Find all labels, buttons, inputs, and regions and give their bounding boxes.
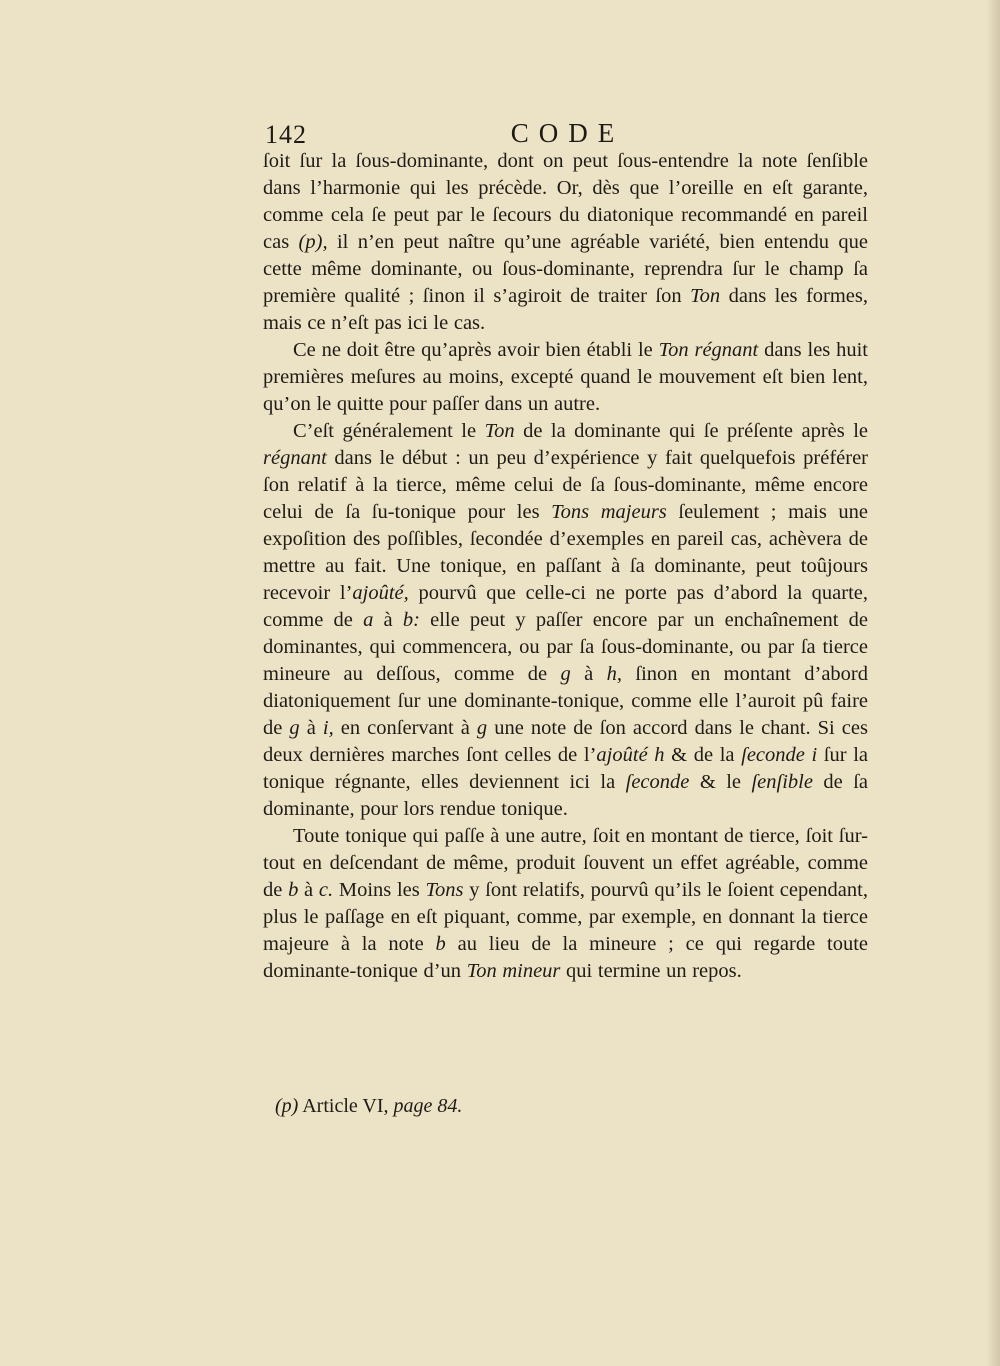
text-segment: & le [689, 771, 752, 793]
italic-text-segment: Tons [425, 879, 464, 901]
paragraph [263, 823, 868, 985]
text-segment: Toute tonique qui paſſe à une autre, ſoit en montant de tierce, ſoit ſur-tout en deſcendant de même, produit ſouvent un effet agréable, comme de [263, 825, 868, 901]
paragraph [263, 148, 868, 337]
body-text [263, 148, 868, 985]
text-segment: une note de ſon accord dans le chant. Si ces deux dernières marches ſont celles de l’ [263, 717, 868, 766]
italic-text-segment: b: [402, 609, 420, 631]
italic-text-segment: b [288, 879, 299, 901]
italic-text-segment: ſeconde [625, 771, 690, 793]
footnote-marker: (p) [275, 1095, 299, 1117]
text-segment: en conſervant à [333, 717, 477, 739]
running-head: CODE [510, 118, 625, 148]
text-segment: dans le début : un peu d’expérience y fait quelquefois préférer ſon relatif à la tierce, même celui de ſa ſous-dominante, même encore celui de ſa ſu-tonique pour les [263, 447, 868, 523]
text-segment: à [373, 609, 403, 631]
paragraph [263, 418, 868, 823]
italic-text-segment: g [560, 663, 571, 685]
text-segment: qui termine un repos. [560, 960, 742, 982]
italic-text-segment: ſenſible [751, 771, 813, 793]
text-segment: ſoit ſur la ſous-dominante, dont on peut ſous-entendre la note ſenſible dans l’harmonie qui les précède. Or, dès que l’oreille en eſt garante, comme cela ſe peut par le ſecours du diatonique recommandé en pareil cas [263, 150, 868, 253]
text-segment: dans les formes, mais ce n’eſt pas ici le cas. [263, 285, 869, 334]
paragraph [263, 337, 868, 418]
text-segment: il n’en peut naître qu’une agréable variété, bien entendu que cette même dominante, ou ſous-dominante, reprendra ſur le champ ſa première qualité ; ſinon il s’agiroit de traiter ſon [263, 231, 868, 307]
italic-text-segment: h, [606, 663, 623, 685]
text-segment: & de la [664, 744, 742, 766]
italic-text-segment: (p), [298, 231, 328, 253]
text-segment: ſinon en montant d’abord diatoniquement ſur une dominante-tonique, comme elle l’auroit pû faire de [263, 663, 869, 739]
text-segment: à [298, 879, 319, 901]
italic-text-segment: a [363, 609, 374, 631]
text-segment: pourvû que celle-ci ne porte pas d’abord la quarte, comme de [263, 582, 868, 631]
text-segment: de la dominante qui ſe préſente après le [514, 420, 868, 442]
italic-text-segment: ajoûté, [352, 582, 409, 604]
text-segment: C’eſt généralement le [293, 420, 485, 442]
italic-text-segment: b [435, 933, 446, 955]
text-segment: y ſont relatifs, pourvû qu’ils le ſoient cependant, plus le paſſage en eſt piquant, comme, par exemple, en donnant la tierce majeure à la note [263, 879, 868, 955]
italic-text-segment: g [476, 717, 488, 739]
italic-text-segment: ſeconde i [741, 744, 818, 766]
footnote-page-ref: page 84. [393, 1095, 463, 1117]
text-segment: au lieu de la mineure ; ce qui regarde toute dominante-tonique d’un [263, 933, 869, 982]
text-segment: ſeulement ; mais une expoſition des poſſibles, ſecondée d’exemples en pareil cas, achèvera de mettre au fait. Une tonique, en paſſant à ſa dominante, peut toûjours recevoir l’ [263, 501, 869, 604]
text-segment: Moins les [333, 879, 426, 901]
footnote-text: Article VI, [298, 1095, 394, 1117]
italic-text-segment: g [289, 717, 300, 739]
italic-text-segment: Ton mineur [466, 960, 561, 982]
text-segment: Ce ne doit être qu’après avoir bien établi le [293, 339, 659, 361]
italic-text-segment: Ton régnant [658, 339, 759, 361]
text-segment: à [570, 663, 607, 685]
text-segment: ſur la tonique régnante, elles deviennent ici la [263, 744, 868, 793]
text-segment: dans les huit premières meſures au moins, excepté quand le mouvement eſt bien lent, qu’on le quitte pour paſſer dans un autre. [263, 339, 869, 415]
italic-text-segment: c. [318, 879, 334, 901]
italic-text-segment: ajoûté h [596, 744, 665, 766]
italic-text-segment: régnant [263, 447, 327, 469]
italic-text-segment: Ton [690, 285, 721, 307]
text-segment: de ſa dominante, pour lors rendue tonique. [263, 771, 868, 820]
footnote [275, 1095, 462, 1118]
italic-text-segment: Ton [484, 420, 515, 442]
italic-text-segment: Tons majeurs [551, 501, 667, 523]
page-number: 142 [265, 120, 307, 149]
italic-text-segment: i, [322, 717, 334, 739]
text-segment: elle peut y paſſer encore par un enchaînement de dominantes, qui commencera, ou par ſa ſous-dominante, ou par ſa tierce mineure au deſſous, comme de [263, 609, 868, 685]
text-segment: à [299, 717, 323, 739]
